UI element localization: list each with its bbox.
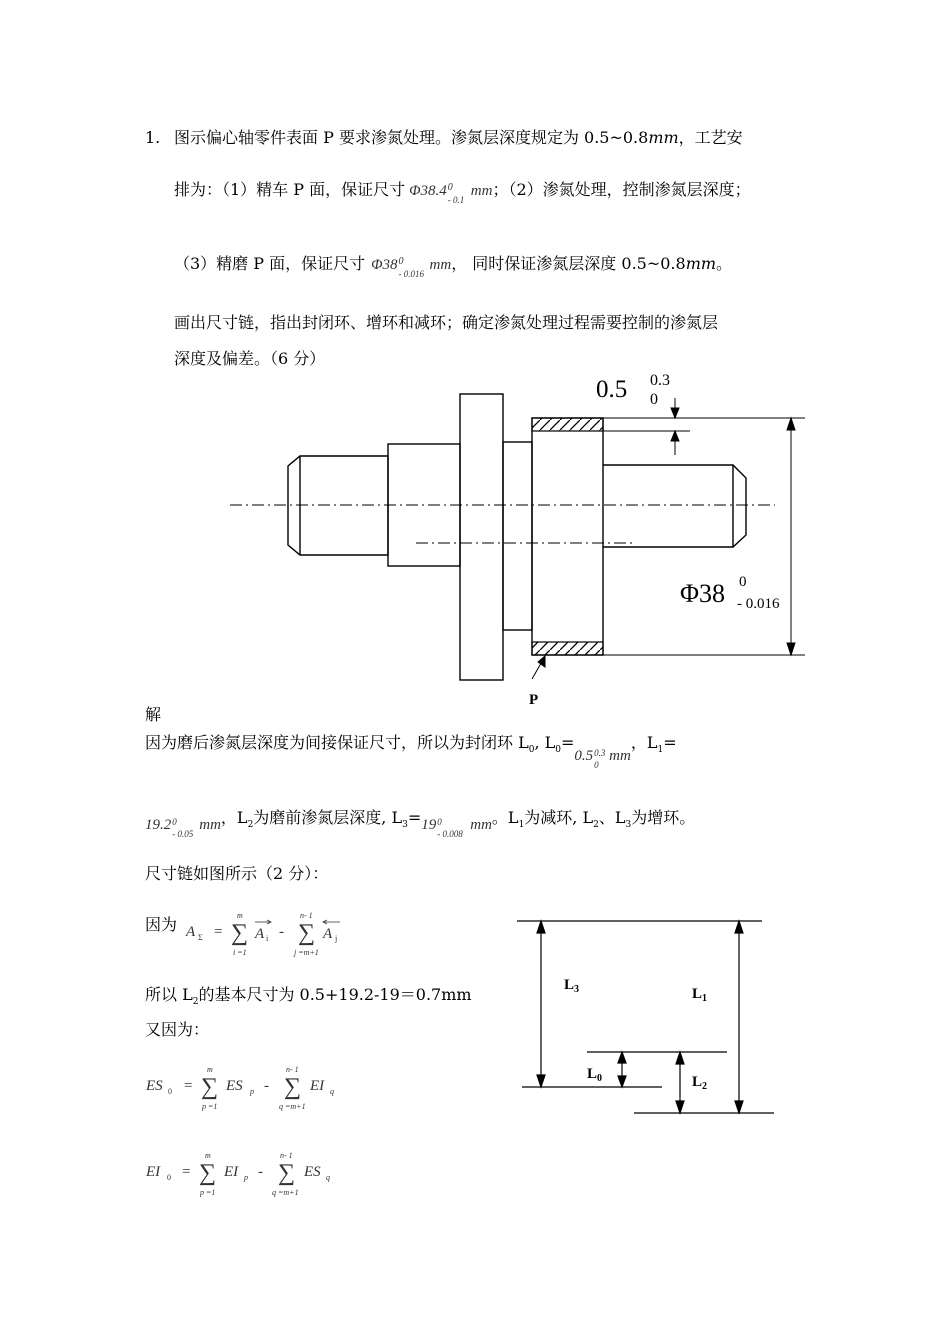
problem-line-4: 画出尺寸链，指出封闭环、增环和减环；确定渗氮处理过程需要控制的渗氮层: [174, 313, 719, 332]
svg-text:∑: ∑: [231, 920, 249, 946]
because-label: 因为: [145, 915, 178, 934]
svg-text:∑: ∑: [278, 1160, 296, 1186]
flange: [460, 394, 503, 680]
svg-text:j =m+1: j =m+1: [294, 948, 319, 957]
svg-text:Σ: Σ: [198, 933, 203, 942]
right-shaft: [603, 465, 746, 547]
solution-heading: 解: [145, 705, 162, 724]
problem-number: 1.: [145, 128, 161, 147]
svg-text:n- 1: n- 1: [286, 1065, 299, 1074]
svg-text:EI: EI: [310, 1078, 325, 1094]
problem-line-2: 排为：（1）精车 P 面，保证尺寸 Φ38.4 0 - 0.1 mm；（2）渗氮处理，控制渗氮层深度；: [174, 180, 751, 205]
top-dim-main: 0.5: [596, 376, 628, 403]
top-dimension-arrows: [671, 398, 679, 455]
svg-text:ES: ES: [304, 1164, 321, 1180]
svg-text:0: 0: [167, 1173, 171, 1182]
svg-text:q =m+1: q =m+1: [279, 1102, 306, 1111]
chain-label-l0: $L_0$: [587, 1066, 603, 1084]
dimension-chain-diagram: [500, 900, 800, 1130]
solution-line-1: 因为磨后渗氮层深度为间接保证尺寸，所以为封闭环 $L_0$, $L_0=0.5$ 0.3 0 mm，$L_1=$: [145, 733, 677, 770]
svg-text:m: m: [207, 1065, 213, 1074]
svg-text:∑: ∑: [201, 1074, 219, 1100]
svg-text:m: m: [205, 1151, 211, 1160]
svg-text:∑: ∑: [284, 1074, 302, 1100]
svg-text:=: =: [184, 1078, 193, 1094]
svg-text:n- 1: n- 1: [280, 1151, 293, 1160]
svg-text:ES: ES: [226, 1078, 243, 1094]
right-dim-sup: 0: [739, 574, 747, 590]
right-dimension-arrow: [787, 418, 795, 655]
svg-text:A: A: [186, 924, 196, 940]
formula-es0: [140, 1062, 360, 1116]
svg-text:p: p: [250, 1087, 254, 1096]
surface-p-top: [532, 418, 603, 431]
solution-line-2: 19.2 0 - 0.05 mm，$L_2$为磨前渗氮层深度, $L_3=19$ 0 - 0.008 mm。$L_1$为减环, $L_2$、$L_3$为增环。: [145, 808, 696, 839]
svg-text:m: m: [237, 911, 243, 920]
surface-p-bottom: [532, 642, 603, 655]
svg-text:=: =: [214, 924, 223, 940]
svg-text:q: q: [330, 1087, 334, 1096]
problem-line-5: 深度及偏差。（6 分）: [174, 349, 326, 368]
surface-p-label: P: [529, 692, 539, 708]
svg-text:-: -: [264, 1078, 269, 1094]
svg-text:n- 1: n- 1: [300, 911, 313, 920]
chain-label-l2: $L_2$: [692, 1074, 708, 1092]
solution-line-3: 尺寸链如图所示（2 分）：: [145, 864, 329, 883]
formula-ei0: [140, 1148, 360, 1202]
eccentric-body: [532, 418, 603, 655]
svg-text:ES: ES: [146, 1078, 163, 1094]
svg-text:p =1: p =1: [202, 1102, 218, 1111]
problem-line-3: （3）精磨 P 面，保证尺寸 Φ38 0 - 0.016 mm， 同时保证渗氮层深度 0.5~0.8mm。: [174, 254, 733, 279]
svg-text:=: =: [182, 1164, 191, 1180]
problem-line-1: 图示偏心轴零件表面 P 要求渗氮处理。渗氮层深度规定为 0.5~0.8mm，工艺安: [174, 128, 743, 147]
also-line: 又因为：: [145, 1020, 210, 1039]
svg-text:-: -: [279, 924, 284, 940]
svg-text:p: p: [244, 1173, 248, 1182]
svg-text:∑: ∑: [199, 1160, 217, 1186]
svg-text:∑: ∑: [298, 920, 316, 946]
svg-text:i =1: i =1: [233, 948, 247, 957]
svg-text:EI: EI: [224, 1164, 239, 1180]
surface-p-leader: [532, 656, 545, 679]
chain-label-l1: $L_1$: [692, 986, 708, 1004]
svg-text:j: j: [335, 934, 338, 943]
top-dim-sup: 0.3: [650, 372, 670, 389]
right-dim-sub: - 0.016: [737, 596, 780, 612]
neck: [503, 442, 532, 630]
svg-text:EI: EI: [146, 1164, 161, 1180]
formula-a-sigma: [180, 906, 370, 962]
svg-text:A: A: [255, 926, 265, 942]
so-line: 所以 $L_2$的基本尺寸为 0.5+19.2-19＝0.7mm: [145, 985, 472, 1008]
chain-label-l3: $L_3$: [564, 977, 580, 995]
right-dim-main: Φ38: [680, 579, 726, 608]
svg-text:q: q: [326, 1173, 330, 1182]
svg-text:i: i: [266, 934, 269, 943]
svg-text:0: 0: [168, 1087, 172, 1096]
svg-text:-: -: [258, 1164, 263, 1180]
svg-text:p =1: p =1: [200, 1188, 216, 1197]
svg-text:A: A: [323, 926, 333, 942]
svg-text:q =m+1: q =m+1: [272, 1188, 299, 1197]
top-dim-sub: 0: [650, 391, 658, 408]
